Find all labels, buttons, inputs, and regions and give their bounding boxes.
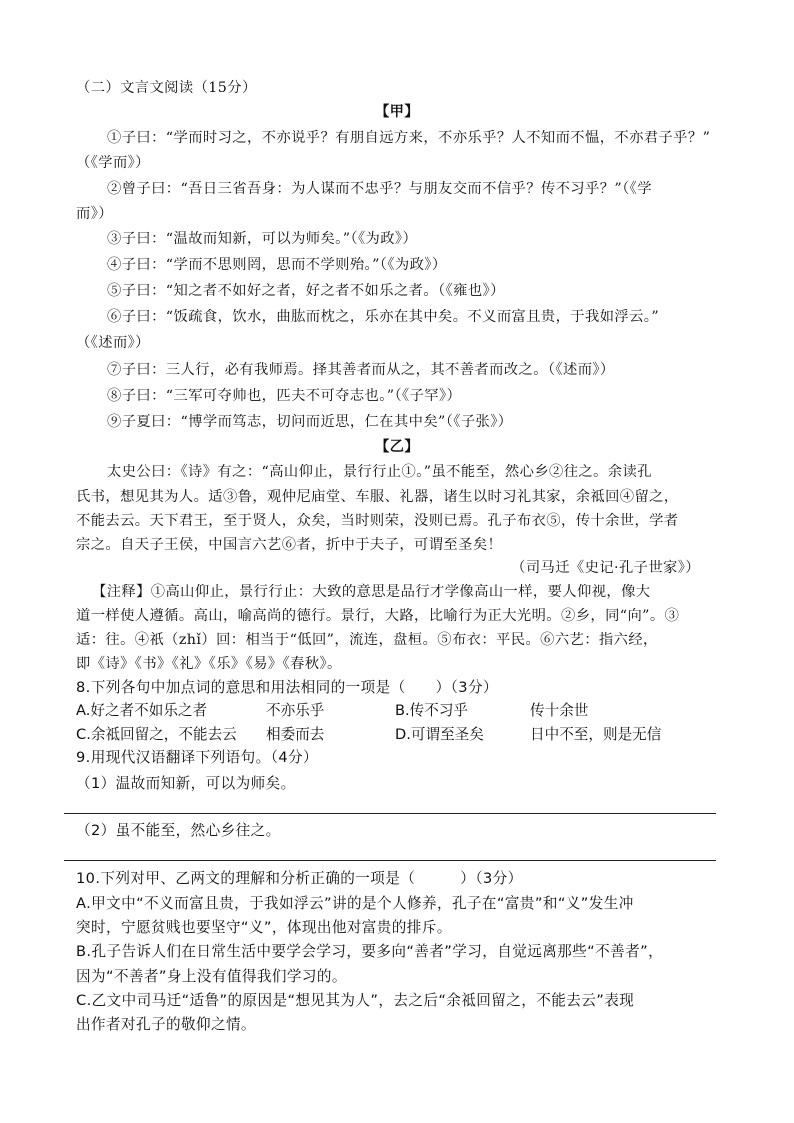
q8-stem: 8.下列各句中加点词的意思和用法相同的一项是（ ）（3分） bbox=[76, 679, 498, 696]
q9-item-2: （2）虽不能至，然心乡往之。 bbox=[76, 822, 281, 839]
notes-line: 道一样使人遵循。高山，喻高尚的德行。景行，大路，比喻行为正大光明。②乡，同“向”。③ bbox=[76, 608, 680, 624]
q8-option-a: A.好之者不如乐之者 bbox=[76, 702, 208, 719]
q8-option-a-pair: 不亦乐乎 bbox=[266, 702, 325, 719]
notes-line: 即《诗》《书》《礼》《乐》《易》《春秋》。 bbox=[76, 656, 342, 672]
jia-line: ⑦子曰：三人行，必有我师焉。择其善者而从之，其不善者而改之。（《述而》） bbox=[107, 362, 615, 378]
jia-line: ⑤子曰：“知之者不如好之者，好之者不如乐之者。（《雍也》） bbox=[107, 283, 505, 299]
yi-line: 宗之。自天子王侯，中国言六艺⑥者，折中于夫子，可谓至圣矣！ bbox=[76, 537, 503, 553]
notes-line: 【注释】①高山仰止，景行行止：大致的意思是品行才学像高山一样，要人仰视，像大 bbox=[92, 584, 651, 600]
jia-line: 而》） bbox=[76, 206, 113, 222]
q10-option-line: 突时，宁愿贫贱也要坚守“义”，体现出他对富贵的排斥。 bbox=[76, 919, 452, 936]
q8-option-b-pair: 传十余世 bbox=[530, 702, 589, 719]
q10-stem: 10.下列对甲、乙两文的理解和分析正确的一项是（ ）（3分） bbox=[76, 870, 523, 887]
jia-line: ②曾子曰：“吾日三省吾身：为人谋而不忠乎？与朋友交而不信乎？传不习乎？”（《学 bbox=[107, 181, 652, 197]
section-title: （二）文言文阅读（15分） bbox=[76, 80, 257, 96]
jia-heading: 【甲】 bbox=[374, 104, 420, 120]
q8-option-b: B.传不习乎 bbox=[395, 702, 469, 719]
notes-line: 适：往。④祇（zhǐ）回：相当于“低回”，流连，盘桓。⑤布衣：平民。⑥六艺：指六经， bbox=[76, 632, 658, 648]
jia-line: （《学而》） bbox=[76, 155, 150, 171]
jia-line: ⑨子夏曰：“博学而笃志，切问而近思，仁在其中矣”（《子张》） bbox=[107, 414, 513, 430]
q9-item-1: （1）温故而知新，可以为师矣。 bbox=[76, 775, 296, 792]
q10-option-line: 出作者对孔子的敬仰之情。 bbox=[76, 1016, 256, 1033]
answer-line bbox=[64, 813, 716, 814]
yi-line: 氏书，想见其为人。适③鲁，观仲尼庙堂、车服、礼器，诸生以时习礼其家，余祗回④留之， bbox=[76, 489, 679, 505]
jia-line: ⑥子曰：“饭疏食，饮水，曲肱而枕之，乐亦在其中矣。不义而富且贵，于我如浮云。” bbox=[107, 309, 660, 325]
q10-option-line: C.乙文中司马迁“适鲁”的原因是“想见其为人”，去之后“余祗回留之，不能去云”表现 bbox=[76, 992, 635, 1009]
q10-option-line: 因为“不善者”身上没有值得我们学习的。 bbox=[76, 968, 347, 985]
q8-option-c-pair: 相委而去 bbox=[266, 726, 325, 743]
yi-source: （司马迁《史记·孔子世家》） bbox=[511, 560, 700, 576]
yi-line: 不能去云。天下君王，至于贤人，众矣，当时则荣，没则已焉。孔子布衣⑤，传十余世，学者 bbox=[76, 513, 679, 529]
q8-option-c: C.余祗回留之，不能去云 bbox=[76, 726, 237, 743]
q8-option-d-pair: 日中不至，则是无信 bbox=[530, 726, 662, 743]
q9-stem: 9.用现代汉语翻译下列语句。（4分） bbox=[76, 749, 319, 766]
q8-option-d: D.可谓至圣矣 bbox=[395, 726, 484, 743]
jia-line: ①子曰：“学而时习之，不亦说乎？有朋自远方来，不亦乐乎？人不知而不愠，不亦君子乎？” bbox=[107, 130, 711, 146]
q10-option-line: A.甲文中“不义而富且贵，于我如浮云”讲的是个人修养，孔子在“富贵”和“义”发生冲 bbox=[76, 895, 634, 912]
jia-line: （《述而》） bbox=[76, 335, 150, 351]
jia-line: ④子曰：“学而不思则罔，思而不学则殆。”（《为政》） bbox=[107, 257, 447, 273]
q10-option-line: B.孔子告诉人们在日常生活中要学会学习，要多向“善者”学习，自觉远离那些“不善者”， bbox=[76, 943, 664, 960]
yi-line: 太史公曰：《诗》有之：“高山仰止，景行行止①。”虽不能至，然心乡②往之。余读孔 bbox=[107, 464, 652, 480]
jia-line: ③子曰：“温故而知新，可以为师矣。”（《为政》） bbox=[107, 231, 418, 247]
jia-line: ⑧子曰：“三军可夺帅也，匹夫不可夺志也。”（《子罕》） bbox=[107, 388, 462, 404]
yi-heading: 【乙】 bbox=[374, 439, 420, 455]
answer-line bbox=[64, 860, 716, 861]
